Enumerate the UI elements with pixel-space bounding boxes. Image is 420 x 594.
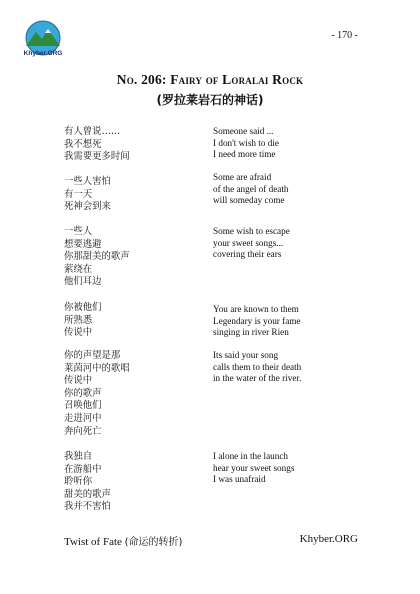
poem-title: [0, 72, 420, 88]
poem-name: Fairy of Loralai Rock: [170, 72, 304, 87]
poem-number: No. 206:: [116, 72, 167, 87]
chinese-line: 莱茵河中的歌唱: [64, 362, 130, 374]
chinese-line: 聆听你: [64, 476, 93, 488]
poem-title-chinese: (罗拉莱岩石的神话): [156, 93, 264, 107]
chinese-line: 有人曾说……: [64, 126, 121, 137]
chinese-line: 他们耳边: [64, 276, 102, 288]
english-stanza-4: [213, 304, 301, 339]
english-line: I need more time: [213, 149, 276, 160]
chinese-line: 我独自: [64, 451, 93, 462]
english-line: will someday come: [213, 195, 285, 206]
english-line: Some wish to escape: [213, 226, 290, 236]
english-line: I was unafraid: [213, 474, 266, 485]
chinese-stanza-4: [64, 302, 102, 340]
chinese-line: 甜美的歌声: [64, 488, 111, 500]
chinese-line: 萦绕在: [64, 263, 93, 275]
chinese-line: 你的歌声: [64, 387, 102, 399]
chinese-line: 你被他们: [64, 302, 102, 313]
english-stanza-6: [213, 451, 294, 486]
english-line: hear your sweet songs: [213, 462, 295, 473]
logo-text: Khyber.ORG: [23, 50, 63, 57]
chinese-stanza-2: [64, 176, 111, 214]
chinese-line: 一些人: [64, 226, 93, 237]
chinese-line: 我需要更多时间: [64, 151, 130, 163]
english-line: calls them to their death: [213, 361, 302, 372]
english-line: Some are afraid: [213, 172, 272, 182]
chinese-line: 走进河中: [64, 412, 102, 424]
english-line: of the angel of death: [213, 183, 289, 194]
chinese-line: 在游船中: [64, 463, 102, 475]
chinese-line: 我并不害怕: [64, 501, 111, 513]
chinese-line: 奔向死亡: [64, 425, 102, 437]
chinese-stanza-5: [64, 350, 130, 438]
english-line: in the water of the river.: [213, 373, 302, 384]
english-stanza-5: [213, 350, 301, 385]
english-line: Someone said ...: [213, 126, 274, 136]
footer-book-title: [64, 533, 182, 548]
chinese-line: 有一天: [64, 188, 93, 200]
chinese-line: 你的声望是那: [64, 350, 121, 361]
english-line: your sweet songs...: [213, 237, 284, 248]
chinese-line: 你那甜美的歌声: [64, 251, 130, 263]
english-stanza-2: [213, 172, 289, 207]
english-stanza-3: [213, 226, 290, 261]
khyber-logo: [16, 18, 70, 70]
english-line: singing in river Rien: [213, 327, 289, 338]
footer-title-english: Twist of Fate: [64, 536, 122, 548]
footer-title-chinese: (命运的转折): [124, 537, 183, 548]
chinese-line: 所熟悉: [64, 314, 93, 326]
chinese-line: 传说中: [64, 327, 93, 339]
english-stanza-1: [213, 126, 279, 161]
footer-site: Khyber.ORG: [299, 533, 358, 545]
chinese-stanza-6: [64, 451, 111, 514]
english-line: I alone in the launch: [213, 451, 289, 461]
chinese-stanza-3: [64, 226, 130, 289]
chinese-line: 想要逃避: [64, 238, 102, 250]
english-line: I don't wish to die: [213, 137, 279, 148]
chinese-line: 传说中: [64, 375, 93, 387]
chinese-line: 我不想死: [64, 138, 102, 150]
chinese-stanza-1: [64, 126, 130, 164]
english-line: Its said your song: [213, 350, 279, 360]
page-number: - 170 -: [331, 30, 358, 41]
english-line: covering their ears: [213, 249, 282, 260]
english-line: You are known to them: [213, 304, 299, 314]
chinese-line: 一些人害怕: [64, 176, 111, 187]
chinese-line: 召唤他们: [64, 400, 102, 412]
chinese-line: 死神会到来: [64, 201, 111, 213]
english-line: Legendary is your fame: [213, 315, 301, 326]
